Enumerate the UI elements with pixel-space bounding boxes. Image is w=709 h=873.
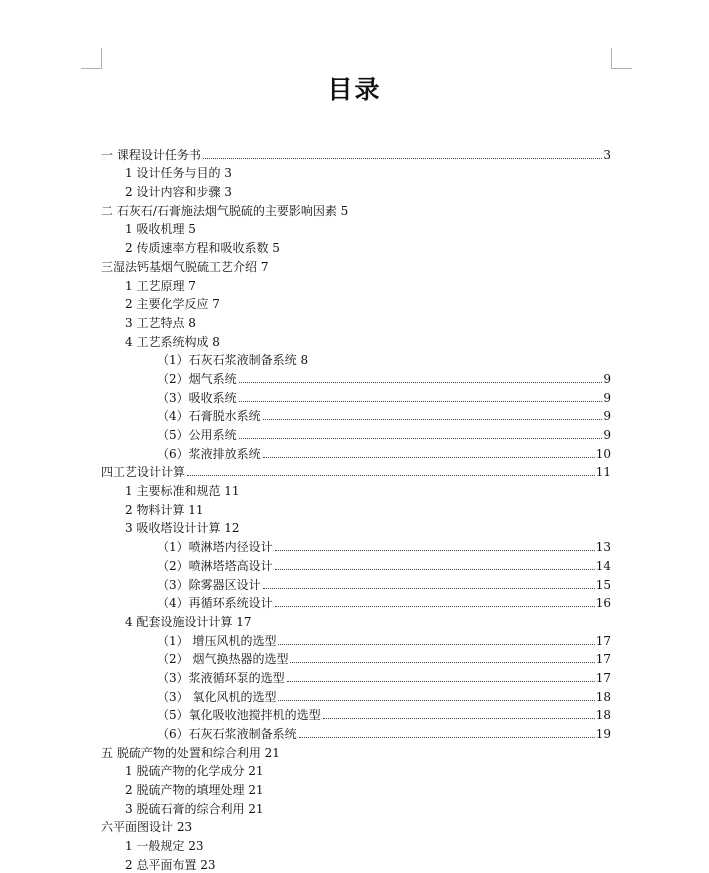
toc-page-number: 17 bbox=[595, 670, 611, 685]
toc-entry[interactable] bbox=[101, 143, 611, 162]
toc-page-number: 14 bbox=[595, 558, 611, 573]
toc-dot-leader bbox=[187, 475, 595, 476]
toc-entry-text: 2 设计内容和步骤 3 bbox=[125, 185, 232, 200]
toc-entry[interactable] bbox=[101, 236, 611, 255]
toc-dot-leader bbox=[275, 606, 595, 607]
toc-entry[interactable] bbox=[101, 648, 611, 667]
table-of-contents bbox=[101, 143, 611, 872]
toc-page-number: 10 bbox=[595, 446, 611, 461]
toc-page-number: 13 bbox=[595, 540, 611, 555]
toc-entry-text: 2 物料计算 11 bbox=[125, 502, 204, 517]
toc-dot-leader bbox=[275, 550, 595, 551]
toc-page-number: 3 bbox=[603, 147, 611, 162]
toc-entry-text: （3）除雾器区设计 bbox=[157, 577, 261, 592]
toc-dot-leader bbox=[323, 718, 595, 719]
toc-entry-text: 1 主要标准和规范 11 bbox=[125, 484, 240, 499]
toc-entry-text: （3）浆液循环泵的选型 bbox=[157, 670, 285, 685]
toc-entry-text: 五 脱硫产物的处置和综合利用 21 bbox=[101, 745, 280, 760]
toc-entry-text: 1 吸收机理 5 bbox=[125, 222, 196, 237]
toc-entry[interactable] bbox=[101, 554, 611, 573]
toc-entry[interactable] bbox=[101, 386, 611, 405]
toc-entry-text: （4）石膏脱水系统 bbox=[157, 409, 261, 424]
toc-entry-text: （3） 氧化风机的选型 bbox=[157, 689, 277, 704]
document-title: 目录 bbox=[327, 75, 382, 104]
toc-entry[interactable] bbox=[101, 199, 611, 218]
toc-entry-text: （2）烟气系统 bbox=[157, 371, 237, 386]
toc-dot-leader bbox=[278, 700, 594, 701]
toc-entry[interactable] bbox=[101, 461, 611, 480]
toc-entry-text: 二 石灰石/石膏施法烟气脱硫的主要影响因素 5 bbox=[101, 203, 349, 218]
toc-entry[interactable] bbox=[101, 442, 611, 461]
toc-entry-text: 三湿法钙基烟气脱硫工艺介绍 7 bbox=[101, 259, 269, 274]
toc-entry-text: 4 工艺系统构成 8 bbox=[125, 334, 220, 349]
toc-dot-leader bbox=[299, 737, 595, 738]
toc-entry-text: 六平面图设计 23 bbox=[101, 820, 193, 835]
toc-entry[interactable] bbox=[101, 834, 611, 853]
toc-entry[interactable] bbox=[101, 180, 611, 199]
toc-entry[interactable] bbox=[101, 162, 611, 181]
toc-dot-leader bbox=[287, 681, 595, 682]
toc-page-number: 19 bbox=[595, 727, 611, 741]
toc-entry[interactable] bbox=[101, 722, 611, 741]
toc-entry[interactable] bbox=[101, 797, 611, 816]
toc-page-number: 18 bbox=[595, 689, 611, 704]
toc-entry-text: （5）氧化吸收池搅拌机的选型 bbox=[157, 708, 321, 723]
toc-entry[interactable] bbox=[101, 423, 611, 442]
toc-dot-leader bbox=[203, 158, 603, 159]
toc-entry-text: （3）吸收系统 bbox=[157, 390, 237, 405]
toc-entry-text: 2 脱硫产物的填埋处理 21 bbox=[125, 783, 264, 798]
toc-dot-leader bbox=[263, 457, 595, 458]
toc-entry[interactable] bbox=[101, 367, 611, 386]
toc-entry-text: 3 脱硫石膏的综合利用 21 bbox=[125, 801, 264, 816]
toc-dot-leader bbox=[290, 662, 594, 663]
toc-page-number: 9 bbox=[603, 428, 611, 442]
toc-dot-leader bbox=[239, 438, 603, 439]
toc-page-number: 11 bbox=[595, 465, 611, 480]
toc-entry-text: （1）喷淋塔内径设计 bbox=[157, 540, 273, 555]
toc-entry[interactable] bbox=[101, 778, 611, 797]
toc-entry[interactable] bbox=[101, 498, 611, 517]
toc-dot-leader bbox=[239, 382, 603, 383]
toc-entry-text: （4）再循环系统设计 bbox=[157, 596, 273, 611]
toc-entry[interactable] bbox=[101, 293, 611, 312]
toc-entry[interactable] bbox=[101, 535, 611, 554]
toc-entry[interactable] bbox=[101, 479, 611, 498]
toc-entry[interactable] bbox=[101, 517, 611, 536]
page-corner-mark-top-left bbox=[81, 48, 102, 69]
toc-entry[interactable] bbox=[101, 218, 611, 237]
toc-entry[interactable] bbox=[101, 704, 611, 723]
toc-entry[interactable] bbox=[101, 592, 611, 611]
toc-entry[interactable] bbox=[101, 349, 611, 368]
toc-page-number: 16 bbox=[595, 596, 611, 611]
toc-entry-text: 3 吸收塔设计计算 12 bbox=[125, 521, 240, 536]
toc-entry[interactable] bbox=[101, 330, 611, 349]
toc-page-number: 17 bbox=[595, 652, 611, 667]
toc-dot-leader bbox=[278, 644, 594, 645]
toc-dot-leader bbox=[263, 588, 595, 589]
toc-page-number: 9 bbox=[603, 390, 611, 405]
toc-page-number: 17 bbox=[595, 633, 611, 648]
toc-entry-text: （1）石灰石浆液制备系统 8 bbox=[157, 353, 309, 368]
toc-entry[interactable] bbox=[101, 629, 611, 648]
toc-entry-text: 2 总平面布置 23 bbox=[125, 857, 216, 872]
toc-entry-text: 1 设计任务与目的 3 bbox=[125, 166, 232, 181]
toc-entry-text: 3 工艺特点 8 bbox=[125, 315, 196, 330]
toc-entry[interactable] bbox=[101, 741, 611, 760]
toc-entry-text: （2）喷淋塔塔高设计 bbox=[157, 558, 273, 573]
toc-entry[interactable] bbox=[101, 853, 611, 872]
toc-entry-text: 2 传质速率方程和吸收系数 5 bbox=[125, 241, 280, 256]
toc-entry[interactable] bbox=[101, 405, 611, 424]
toc-entry-text: 四工艺设计计算 bbox=[101, 465, 186, 480]
page-corner-mark-top-right bbox=[611, 48, 632, 69]
toc-dot-leader bbox=[275, 569, 595, 570]
toc-dot-leader bbox=[239, 401, 603, 402]
toc-entry-text: （1） 增压风机的选型 bbox=[157, 633, 277, 648]
toc-entry[interactable] bbox=[101, 816, 611, 835]
toc-entry-text: （5）公用系统 bbox=[157, 428, 237, 442]
toc-entry[interactable] bbox=[101, 573, 611, 592]
toc-page-number: 9 bbox=[603, 371, 611, 386]
toc-entry-text: 2 主要化学反应 7 bbox=[125, 297, 220, 312]
toc-entry-text: 1 一般规定 23 bbox=[125, 839, 204, 854]
toc-entry-text: （2） 烟气换热器的选型 bbox=[157, 652, 289, 667]
toc-dot-leader bbox=[263, 419, 603, 420]
toc-entry[interactable] bbox=[101, 760, 611, 779]
toc-entry[interactable] bbox=[101, 666, 611, 685]
toc-entry-text: 1 脱硫产物的化学成分 21 bbox=[125, 764, 264, 779]
toc-entry-text: 一 课程设计任务书 bbox=[101, 147, 201, 162]
toc-entry[interactable] bbox=[101, 274, 611, 293]
toc-entry[interactable] bbox=[101, 685, 611, 704]
toc-entry-text: （6）浆液排放系统 bbox=[157, 446, 261, 461]
toc-page-number: 15 bbox=[595, 577, 611, 592]
toc-entry-text: 4 配套设施设计计算 17 bbox=[125, 614, 252, 629]
toc-entry-text: 1 工艺原理 7 bbox=[125, 278, 196, 293]
toc-entry[interactable] bbox=[101, 255, 611, 274]
toc-entry[interactable] bbox=[101, 311, 611, 330]
toc-page-number: 18 bbox=[595, 708, 611, 723]
toc-entry-text: （6）石灰石浆液制备系统 bbox=[157, 727, 297, 741]
toc-page-number: 9 bbox=[603, 409, 611, 424]
toc-entry[interactable] bbox=[101, 610, 611, 629]
